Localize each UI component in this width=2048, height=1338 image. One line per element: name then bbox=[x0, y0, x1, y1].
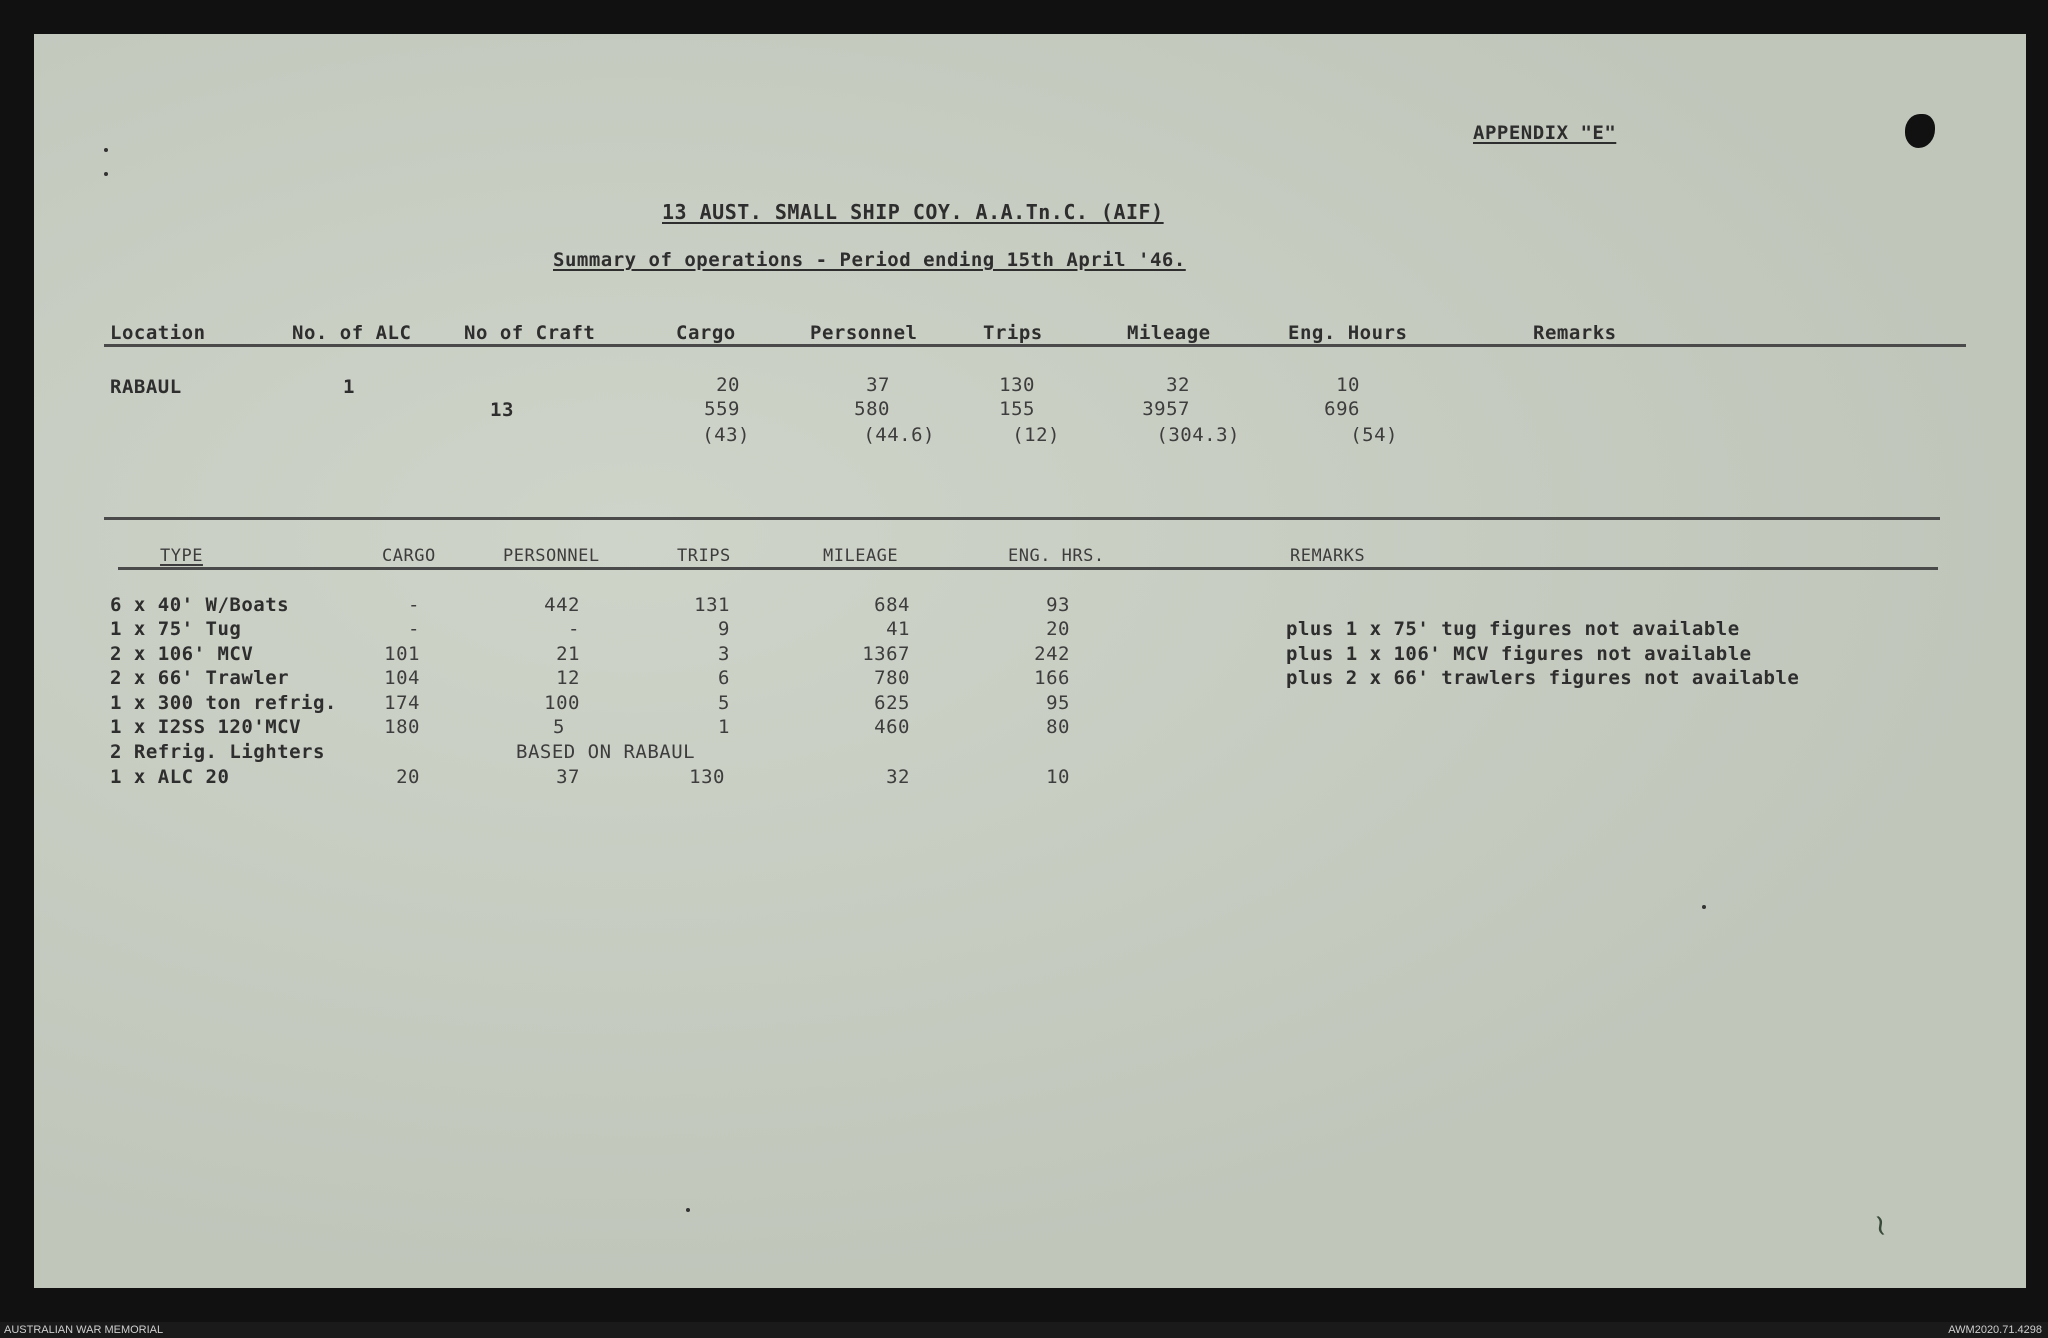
t1-trips-alc: 130 bbox=[999, 374, 1035, 396]
t2-remark: plus 1 x 75' tug figures not available bbox=[1286, 618, 1740, 640]
t2-mileage: 780 bbox=[874, 667, 910, 689]
t2-trips: 131 bbox=[694, 594, 730, 616]
t2-header-mileage: MILEAGE bbox=[823, 546, 899, 566]
t2-mileage: 32 bbox=[886, 766, 910, 788]
t1-header-personnel: Personnel bbox=[810, 322, 918, 344]
t1-header-eng-hours: Eng. Hours bbox=[1288, 322, 1408, 344]
t2-row-type: 2 x 66' Trawler bbox=[110, 667, 290, 689]
t1-header-trips: Trips bbox=[983, 322, 1043, 344]
t2-eng-hrs: 10 bbox=[1046, 766, 1070, 788]
t2-row-type: 6 x 40' W/Boats bbox=[110, 594, 290, 616]
t2-cargo: 104 bbox=[384, 667, 420, 689]
document-subtitle: Summary of operations - Period ending 15th April '46. bbox=[553, 249, 1186, 271]
t1-header-rule bbox=[104, 344, 1966, 347]
t2-mileage: 41 bbox=[886, 618, 910, 640]
t2-row-type: 2 x 106' MCV bbox=[110, 643, 254, 665]
t2-personnel: 21 bbox=[556, 643, 580, 665]
t2-header-remarks: REMARKS bbox=[1290, 546, 1366, 566]
t2-personnel: 442 bbox=[544, 594, 580, 616]
t2-header-trips: TRIPS bbox=[677, 546, 731, 566]
t2-cargo: 174 bbox=[384, 692, 420, 714]
t2-mileage: 1367 bbox=[862, 643, 910, 665]
paper-speck bbox=[104, 172, 108, 176]
t2-mileage: 684 bbox=[874, 594, 910, 616]
t1-personnel-alc: 37 bbox=[866, 374, 890, 396]
t1-header-remarks: Remarks bbox=[1533, 322, 1617, 344]
t1-cargo-avg: (43) bbox=[702, 424, 750, 446]
t2-trips: 5 bbox=[718, 692, 730, 714]
t2-trips: 130 bbox=[689, 766, 725, 788]
handwritten-initials: ~ bbox=[1861, 1210, 1900, 1241]
t1-location: RABAUL bbox=[110, 376, 182, 398]
t1-mileage-alc: 32 bbox=[1166, 374, 1190, 396]
t1-personnel-craft: 580 bbox=[854, 398, 890, 420]
footer-institution: AUSTRALIAN WAR MEMORIAL bbox=[4, 1324, 164, 1336]
t2-trips: 9 bbox=[718, 618, 730, 640]
t2-cargo: - bbox=[408, 594, 420, 616]
t2-eng-hrs: 166 bbox=[1034, 667, 1070, 689]
t2-row-type: 1 x 75' Tug bbox=[110, 618, 242, 640]
t2-remark: plus 2 x 66' trawlers figures not available bbox=[1286, 667, 1800, 689]
footer-accession-number: AWM2020.71.4298 bbox=[1948, 1324, 2042, 1336]
paper-speck bbox=[104, 148, 108, 152]
t2-cargo: 180 bbox=[384, 716, 420, 738]
t2-trips: 6 bbox=[718, 667, 730, 689]
t1-mileage-avg: (304.3) bbox=[1156, 424, 1240, 446]
document-title: 13 AUST. SMALL SHIP COY. A.A.Tn.C. (AIF) bbox=[662, 200, 1164, 224]
archive-footer bbox=[0, 1322, 2048, 1338]
t2-eng-hrs: 20 bbox=[1046, 618, 1070, 640]
t1-personnel-avg: (44.6) bbox=[863, 424, 935, 446]
t2-header-rule bbox=[118, 567, 1938, 570]
t2-trips: 3 bbox=[718, 643, 730, 665]
t1-craft-count: 13 bbox=[490, 399, 514, 421]
t2-eng-hrs: 93 bbox=[1046, 594, 1070, 616]
t2-eng-hrs: 242 bbox=[1034, 643, 1070, 665]
t1-cargo-craft: 559 bbox=[704, 398, 740, 420]
t2-cargo: 20 bbox=[396, 766, 420, 788]
t2-header-cargo: CARGO bbox=[382, 546, 436, 566]
t2-personnel: 37 bbox=[556, 766, 580, 788]
t2-lighters-note: BASED ON RABAUL bbox=[516, 741, 696, 763]
t2-eng-hrs: 80 bbox=[1046, 716, 1070, 738]
t2-personnel: 100 bbox=[544, 692, 580, 714]
t1-trips-craft: 155 bbox=[999, 398, 1035, 420]
t2-row-type: 1 x I2SS 120'MCV bbox=[110, 716, 302, 738]
t2-cargo: - bbox=[408, 618, 420, 640]
t2-personnel: 12 bbox=[556, 667, 580, 689]
t1-eng-avg: (54) bbox=[1350, 424, 1398, 446]
t1-eng-craft: 696 bbox=[1324, 398, 1360, 420]
t2-mileage: 625 bbox=[874, 692, 910, 714]
t2-header-personnel: PERSONNEL bbox=[503, 546, 600, 566]
t1-alc-count: 1 bbox=[343, 376, 355, 398]
t1-cargo-alc: 20 bbox=[716, 374, 740, 396]
appendix-label: APPENDIX "E" bbox=[1473, 122, 1617, 144]
t2-row-type: 2 Refrig. Lighters bbox=[110, 741, 325, 763]
t2-remark: plus 1 x 106' MCV figures not available bbox=[1286, 643, 1752, 665]
t1-header-craft: No of Craft bbox=[464, 322, 596, 344]
paper-speck bbox=[1702, 905, 1706, 909]
t2-row-type: 1 x 300 ton refrig. bbox=[110, 692, 337, 714]
t2-trips: 1 bbox=[718, 716, 730, 738]
paper-speck bbox=[686, 1208, 690, 1212]
t1-eng-alc: 10 bbox=[1336, 374, 1360, 396]
t1-header-alc: No. of ALC bbox=[292, 322, 412, 344]
t2-header-eng-hrs: ENG. HRS. bbox=[1008, 546, 1105, 566]
t2-personnel: - bbox=[568, 618, 580, 640]
t2-eng-hrs: 95 bbox=[1046, 692, 1070, 714]
t2-header-type: TYPE bbox=[160, 546, 203, 566]
t1-header-cargo: Cargo bbox=[676, 322, 736, 344]
t1-header-mileage: Mileage bbox=[1127, 322, 1211, 344]
t1-header-location: Location bbox=[110, 322, 206, 344]
t2-personnel: 5 bbox=[553, 716, 565, 738]
t2-cargo: 101 bbox=[384, 643, 420, 665]
t1-mileage-craft: 3957 bbox=[1142, 398, 1190, 420]
t1-trips-avg: (12) bbox=[1012, 424, 1060, 446]
t2-row-type: 1 x ALC 20 bbox=[110, 766, 230, 788]
t2-mileage: 460 bbox=[874, 716, 910, 738]
section-separator bbox=[104, 517, 1940, 520]
